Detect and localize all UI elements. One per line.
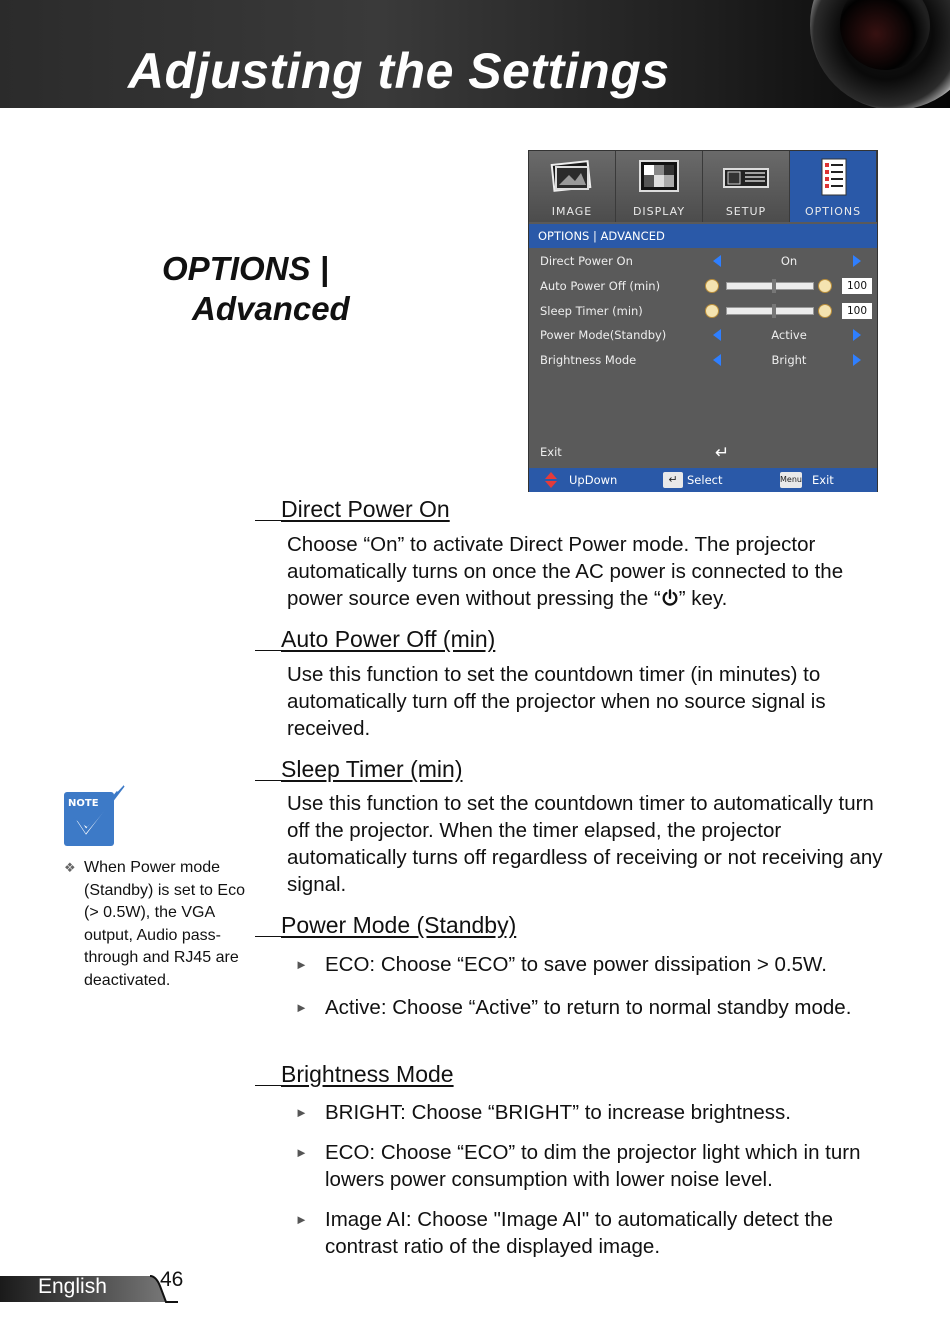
list-item-text: BRIGHT: Choose “BRIGHT” to increase brightness. xyxy=(325,1101,791,1124)
footer-language: English xyxy=(38,1275,107,1298)
tab-setup-label: SETUP xyxy=(725,205,767,218)
slider-thumb[interactable] xyxy=(772,279,776,293)
osd-row-value: Active xyxy=(771,328,807,342)
arrow-right-icon[interactable] xyxy=(853,255,861,267)
tab-image[interactable] xyxy=(529,151,616,222)
list-item xyxy=(295,951,885,978)
osd-row-value: Bright xyxy=(771,353,807,367)
section-title xyxy=(162,249,350,329)
bullet-arrow-icon: ► xyxy=(295,1000,308,1015)
osd-row-label: Auto Power Off (min) xyxy=(540,279,661,293)
bullet-arrow-icon: ► xyxy=(295,957,308,972)
slider-thumb[interactable] xyxy=(772,304,776,318)
heading-sleep-timer: Sleep Timer (min) xyxy=(255,756,462,783)
enter-key-icon: ↵ xyxy=(663,472,683,488)
arrow-right-icon[interactable] xyxy=(853,329,861,341)
note-body: When Power mode (Standby) is set to Eco (> 0.5W), the VGA output, Audio pass-through and RJ45 are deactivated. xyxy=(84,859,245,989)
list-item-text: Active: Choose “Active” to return to normal standby mode. xyxy=(325,996,852,1019)
heading-auto-power-off: Auto Power Off (min) xyxy=(255,626,495,653)
osd-row-brightness-mode[interactable] xyxy=(529,348,877,372)
image-icon xyxy=(547,157,597,197)
osd-row-label: Brightness Mode xyxy=(540,353,637,367)
note-checkmark-icon xyxy=(60,784,128,850)
bullet-arrow-icon: ► xyxy=(295,1212,308,1227)
page-number: 46 xyxy=(160,1268,184,1291)
osd-row-label: Power Mode(Standby) xyxy=(540,328,667,342)
menu-key-icon: Menu xyxy=(780,472,802,488)
arrow-left-icon[interactable] xyxy=(713,255,721,267)
list-item xyxy=(295,1206,885,1260)
desc-text-tail: ” key. xyxy=(678,587,728,610)
list-item xyxy=(295,1139,885,1193)
list-item-text: ECO: Choose “ECO” to dim the projector light which in turn lowers power consumption with lower noise level. xyxy=(325,1141,861,1191)
tab-setup[interactable] xyxy=(703,151,790,222)
arrow-left-icon[interactable] xyxy=(713,354,721,366)
osd-row-value: On xyxy=(780,254,798,268)
tab-options[interactable] xyxy=(790,151,877,222)
updown-icon xyxy=(543,472,559,488)
tab-image-label: IMAGE xyxy=(551,205,593,218)
desc-auto-power-off: Use this function to set the countdown timer (in minutes) to automatically turn off the projector when no source signal is received. xyxy=(287,663,826,740)
section-title-line2: Advanced xyxy=(192,290,350,327)
osd-row-value: 100 xyxy=(842,303,872,319)
osd-footer xyxy=(529,468,877,492)
tab-display[interactable] xyxy=(616,151,703,222)
osd-row-direct-power-on[interactable] xyxy=(529,249,877,273)
heading-direct-power-on: Direct Power On xyxy=(255,496,450,523)
desc-direct-power-on xyxy=(287,531,887,612)
osd-breadcrumb: OPTIONS | ADVANCED xyxy=(529,224,877,248)
heading-power-mode: Power Mode (Standby) xyxy=(255,912,516,939)
sleep-timer-slider[interactable] xyxy=(726,307,814,315)
auto-power-off-slider[interactable] xyxy=(726,282,814,290)
osd-row-sleep-timer[interactable] xyxy=(529,299,877,323)
tab-options-label: OPTIONS xyxy=(804,205,862,218)
heading-brightness-mode: Brightness Mode xyxy=(255,1061,454,1088)
options-icon xyxy=(808,157,858,197)
osd-row-power-mode[interactable] xyxy=(529,323,877,347)
display-icon xyxy=(634,157,684,197)
clock-icon xyxy=(705,304,719,318)
list-item-text: ECO: Choose “ECO” to save power dissipation > 0.5W. xyxy=(325,953,827,976)
tab-display-label: DISPLAY xyxy=(632,205,686,218)
list-item xyxy=(295,994,885,1021)
page-title: Adjusting the Settings xyxy=(128,43,670,99)
diamond-bullet-icon: ❖ xyxy=(64,860,76,875)
osd-row-label: Direct Power On xyxy=(540,254,633,268)
clock-icon xyxy=(705,279,719,293)
osd-menu xyxy=(528,150,878,492)
enter-icon: ↵ xyxy=(715,443,730,463)
footer-updown-label: UpDown xyxy=(569,473,618,487)
osd-row-value: 100 xyxy=(842,278,872,294)
desc-sleep-timer: Use this function to set the countdown timer to automatically turn off the projector. When the timer elapsed, the projector automatically turns off regardless of receiving or not receiving any signal. xyxy=(287,792,883,896)
section-title-line1: OPTIONS | xyxy=(162,250,329,287)
desc-text: Choose “On” to activate Direct Power mode. The projector automatically turns on once the AC power is connected to the power source even without pressing the “ xyxy=(287,533,844,610)
arrow-left-icon[interactable] xyxy=(713,329,721,341)
note-text xyxy=(64,857,254,992)
list-item xyxy=(295,1099,885,1126)
clock-icon xyxy=(818,279,832,293)
osd-exit-item[interactable]: Exit xyxy=(540,445,562,459)
power-icon xyxy=(661,589,679,607)
list-item-text: Image AI: Choose "Image AI" to automatically detect the contrast ratio of the displayed image. xyxy=(325,1208,833,1258)
osd-row-auto-power-off[interactable] xyxy=(529,274,877,298)
osd-tab-bar xyxy=(529,151,877,222)
osd-row-label: Sleep Timer (min) xyxy=(540,304,643,318)
bullet-arrow-icon: ► xyxy=(295,1105,308,1120)
clock-icon xyxy=(818,304,832,318)
header-banner xyxy=(0,0,950,108)
bullet-arrow-icon: ► xyxy=(295,1145,308,1160)
note-badge-label: NOTE xyxy=(68,798,99,809)
setup-icon xyxy=(721,157,771,197)
footer-select-label: Select xyxy=(687,473,723,487)
arrow-right-icon[interactable] xyxy=(853,354,861,366)
footer-exit-label: Exit xyxy=(812,473,834,487)
